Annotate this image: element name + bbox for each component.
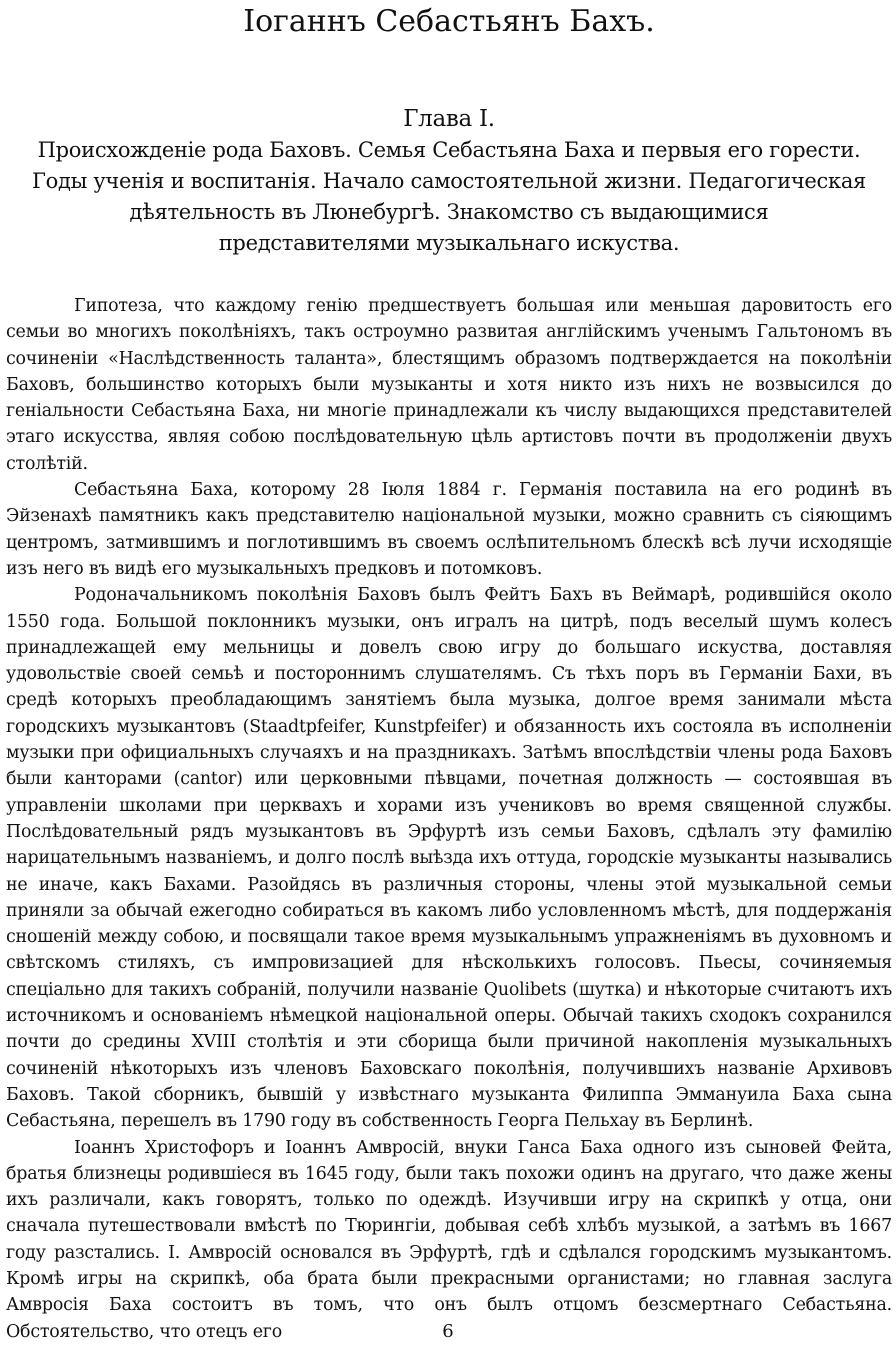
- paragraph: Іоаннъ Христофоръ и Іоаннъ Амвросій, внуки Ганса Баха одного изъ сыновей Фейта, братья близнецы родившіеся въ 1645 году, были такъ похожи одинъ на другаго, что даже жены ихъ различали, какъ говорятъ, только по одеждѣ. Изучивши игру на скрипкѣ у отца, они сначала путешествовали вмѣстѣ по Тюрингіи, добывая себѣ хлѣбъ музыкой, а затѣмъ въ 1667 году разстались. І. Амвросій основался въ Эрфуртѣ, гдѣ и сдѣлался городскимъ музыкантомъ. Кромѣ игры на скрипкѣ, оба брата были прекрасными органистами; но главная заслуга Амвросія Баха состоитъ въ томъ, что онъ былъ отцомъ безсмертнаго Себастьяна. Обстоятельство, что отецъ его: [6, 1137, 892, 1342]
- chapter-subtitle-line: Годы ученія и воспитанія. Начало самостоятельной жизни. Педагогическая: [32, 169, 866, 193]
- paragraph: Родоначальникомъ поколѣнія Баховъ былъ Фейтъ Бахъ въ Веймарѣ, родившійся около 1550 года. Большой поклонникъ музыки, онъ игралъ на цитрѣ, подъ веселый шумъ колесъ принадлежащей ему мельницы и довелъ свою игру до большаго искуства, доставляя удовольствіе своей семьѣ и постороннимъ слушателямъ. Съ тѣхъ поръ въ Германіи Бахи, въ средѣ которыхъ преобладающимъ занятіемъ была музыка, долгое время занимали мѣста городскихъ музыкантовъ (Staadtpfeifer, Kunstpfeifer) и обязанность ихъ состояла въ исполненіи музыки при официальныхъ случаяхъ и на праздникахъ. Затѣмъ впослѣдствіи члены рода Баховъ были канторами (cantor) или церковными пѣвцами, почетная должность — состоявшая въ управленіи школами при церквахъ и хорами изъ учениковъ во время священной службы. Послѣдовательный рядъ музыкантовъ въ Эрфуртѣ изъ семьи Баховъ, сдѣлалъ эту фамилію нарицательнымъ названіемъ, и долго послѣ выѣзда ихъ оттуда, городскіе музыканты назывались не иначе, какъ Бахами. Разойдясь въ различныя стороны, члены этой музыкальной семьи приняли за обычай ежегодно собираться въ какомъ либо условленномъ мѣстѣ, для поддержанія сношеній между собою, и посвящали такое время музыкальнымъ упражненіямъ въ духовномъ и свѣтскомъ стиляхъ, съ импровизацией для нѣсколькихъ голосовъ. Пьесы, сочиняемыя спеціально для такихъ собраній, получили названіе Quolibets (шутка) и нѣкоторые считаютъ ихъ источникомъ и основаніемъ нѣмецкой національной оперы. Обычай такихъ сходокъ сохранился почти до средины XVIII столѣтія и эти сборища были причиной накопленія музыкальныхъ сочиненій нѣкоторыхъ изъ членовъ Баховскаго поколѣнія, получившихъ названіе Архивовъ Баховъ. Такой сборникъ, бывшій у извѣстнаго музыканта Филиппа Эммануила Баха сына Себастьяна, перешелъ въ 1790 году въ собственность Георга Пельхау въ Берлинѣ.: [6, 585, 892, 1132]
- chapter-heading: [6, 104, 892, 259]
- chapter-number: Глава I.: [403, 106, 495, 132]
- page-number: 6: [442, 1321, 454, 1342]
- paragraph: Себастьяна Баха, которому 28 Іюля 1884 г. Германія поставила на его родинѣ въ Эйзенахѣ памятникъ какъ представителю національной музыки, можно сравнить съ сіяющимъ центромъ, затмившимъ и поглотившимъ въ своемъ ослѣпительномъ блескѣ всѣ лучи исходящіе изъ него въ видѣ его музыкальныхъ предковъ и потомковъ.: [6, 480, 892, 579]
- body-text: [6, 293, 892, 1345]
- chapter-subtitle-line: дѣятельность въ Люнебургѣ. Знакомство съ выдающимися: [129, 200, 769, 224]
- paragraph: Гипотеза, что каждому генію предшествуетъ большая или меньшая даровитость его семьи во многихъ поколѣніяхъ, такъ остроумно развитая англійскимъ ученымъ Гальтономъ въ сочиненіи «Наслѣдственность таланта», блестящимъ образомъ подтверждается на поколѣніи Баховъ, большинство которыхъ были музыканты и хотя никто изъ нихъ не возвысился до геніальности Себастьяна Баха, ни многіе принадлежали къ числу выдающихся представителей этаго искусства, являя собою послѣдовательную цѣль артистовъ почти въ продолженіи двухъ столѣтій.: [6, 296, 892, 474]
- chapter-subtitle-line: Происхожденіе рода Баховъ. Семья Себастьяна Баха и первыя его горести.: [37, 138, 861, 162]
- book-title: Iоганнъ Себастьянъ Бахъ.: [243, 4, 655, 39]
- chapter-subtitle-line: представителями музыкальнаго искуства.: [218, 231, 680, 255]
